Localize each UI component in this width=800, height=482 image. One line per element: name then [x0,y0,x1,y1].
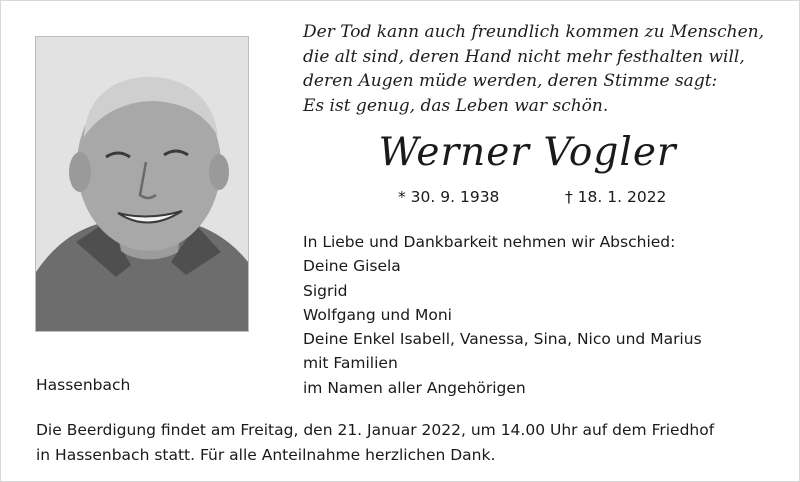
mourners-line: In Liebe und Dankbarkeit nehmen wir Abschied: [303,233,676,251]
death-date: † 18. 1. 2022 [565,188,667,206]
mourners-line: Wolfgang und Moni [303,305,452,324]
portrait-photo [35,36,249,332]
mourners-line: mit Familien [303,354,398,373]
deceased-name: Werner Vogler [378,130,677,175]
place-name: Hassenbach [36,376,131,394]
poem-line: die alt sind, deren Hand nicht mehr festhalten will, [303,46,745,67]
funeral-notice [36,418,776,467]
mourners-line: Deine Gisela [303,257,401,276]
mourners-line: Deine Enkel Isabell, Vanessa, Sina, Nico und Marius [303,330,702,349]
portrait-image [36,37,248,331]
life-dates [303,185,763,209]
mourners-list [303,230,702,400]
mourners-line: Sigrid [303,281,348,300]
funeral-line: in Hassenbach statt. Für alle Anteilnahme herzlichen Dank. [36,445,496,464]
mourners-line: im Namen aller Angehörigen [303,378,526,397]
poem [303,20,773,118]
funeral-line: Die Beerdigung findet am Freitag, den 21. Januar 2022, um 14.00 Uhr auf dem Friedhof [36,421,715,439]
poem-line: Es ist genug, das Leben war schön. [303,95,609,116]
birth-date: * 30. 9. 1938 [398,188,500,206]
poem-line: Der Tod kann auch freundlich kommen zu Menschen, [303,22,764,42]
poem-line: deren Augen müde werden, deren Stimme sagt: [303,71,718,91]
